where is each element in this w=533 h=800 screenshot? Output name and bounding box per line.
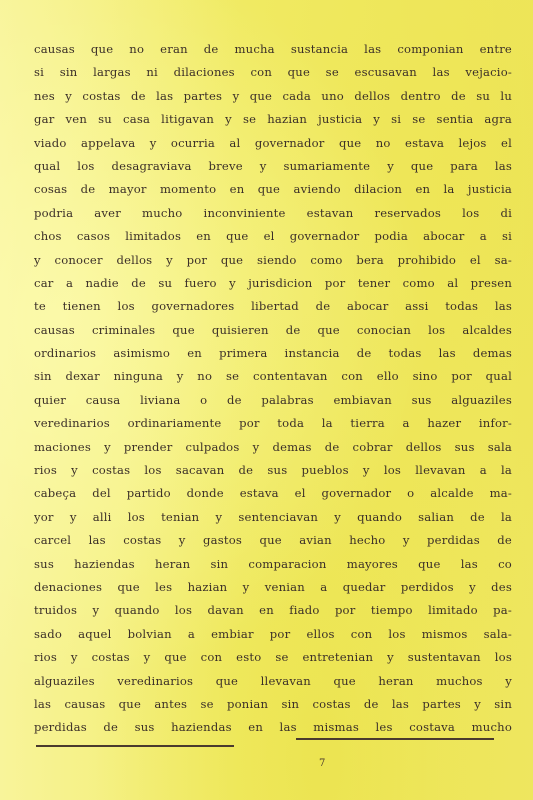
text-line: truidos y quando los davan en fiado por tiempo limitado pa- [34,603,512,618]
text-line: veredinarios ordinariamente por toda la tierra a hazer infor- [34,416,512,431]
text-line: y conocer dellos y por que siendo como bera prohibido el sa- [34,252,512,267]
text-line: si sin largas ni dilaciones con que se escusavan las vejacio- [34,65,512,80]
text-line: yor y alli los tenian y sentenciavan y quando salian de la [34,509,512,524]
text-line: gar ven su casa litigavan y se hazian justicia y si se sentia agra [34,112,512,127]
text-line: podria aver mucho inconviniente estavan reservados los di [34,205,512,220]
closing-rule-right [296,738,494,740]
text-line: cabeça del partido donde estava el governador o alcalde ma- [34,486,512,501]
text-line: chos casos limitados en que el governador podia abocar a si [34,229,512,244]
text-line: causas criminales que quisieren de que conocian los alcaldes [34,322,512,337]
folio-number: 7 [319,758,326,769]
text-line: carcel las costas y gastos que avian hecho y perdidas de [34,533,512,548]
text-line: sin dexar ninguna y no se contentavan con ello sino por qual [34,369,512,384]
text-line: maciones y prender culpados y demas de cobrar dellos sus sala [34,439,512,454]
text-line: sus haziendas heran sin comparacion mayores que las co [34,556,512,571]
text-line: rios y costas y que con esto se entretenian y sustentavan los [34,650,512,665]
text-line: rios y costas los sacavan de sus pueblos y los llevavan a la [34,463,512,478]
text-line: denaciones que les hazian y venian a quedar perdidos y des [34,579,512,594]
text-line: qual los desagraviava breve y sumariamente y que para las [34,158,512,173]
manuscript-text [34,38,512,740]
text-line: perdidas de sus haziendas en las mismas les costava mucho [34,720,512,735]
text-line: te tienen los governadores libertad de abocar assi todas las [34,299,512,314]
text-line: ordinarios asimismo en primera instancia de todas las demas [34,346,512,361]
text-line: causas que no eran de mucha sustancia las componian entre [34,42,512,56]
text-line: car a nadie de su fuero y jurisdicion por tener como al presen [34,275,512,290]
closing-rule-left [36,745,234,747]
text-line: nes y costas de las partes y que cada uno dellos dentro de su lu [34,88,512,103]
text-line: alguaziles veredinarios que llevavan que heran muchos y [34,673,512,688]
text-line: sado aquel bolvian a embiar por ellos con los mismos sala- [34,626,512,641]
text-line: las causas que antes se ponian sin costas de las partes y sin [34,696,512,711]
text-line: viado appelava y ocurria al governador que no estava lejos el [34,135,512,150]
text-line: quier causa liviana o de palabras embiavan sus alguaziles [34,392,512,407]
text-line: cosas de mayor momento en que aviendo dilacion en la justicia [34,182,512,197]
